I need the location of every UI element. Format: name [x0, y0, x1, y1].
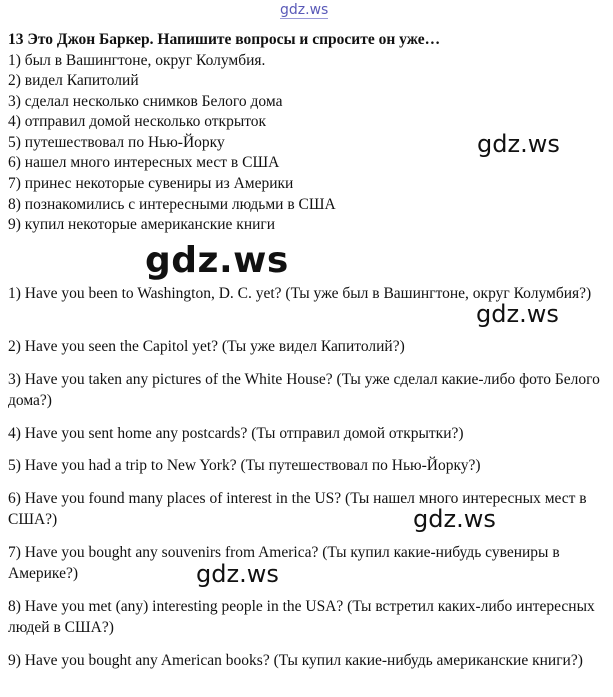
task-item: 2) видел Капитолий — [8, 72, 139, 90]
task-title: 13 Это Джон Баркер. Напишите вопросы и спросите он уже… — [8, 31, 441, 48]
watermark-text: gdz.ws — [477, 130, 560, 158]
answer-item: 5) Have you had a trip to New York? (Ты путешествовал по Нью-Йорку?) — [8, 457, 481, 474]
task-item: 9) купил некоторые американские книги — [8, 216, 276, 234]
task-item: 1) был в Вашингтоне, округ Колумбия. — [8, 51, 266, 69]
answer-item: 4) Have you sent home any postcards? (Ты отправил домой открытки?) — [8, 425, 464, 442]
watermark-top-link[interactable]: gdz.ws — [280, 2, 329, 18]
task-item: 7) принес некоторые сувениры из Америки — [8, 175, 294, 193]
answer-item: 1) Have you been to Washington, D. C. yet? (Ты уже был в Вашингтоне, округ Колумбия?) — [8, 285, 592, 302]
task-item: 6) нашел много интересных мест в США — [8, 154, 280, 172]
task-item: 8) познакомились с интересными людьми в США — [8, 195, 336, 213]
task-item: 5) путешествовал по Нью-Йорку — [8, 133, 225, 151]
answer-item: 7) Have you bought any souvenirs from America? (Ты купил какие-нибудь сувениры в Америке?) — [8, 544, 560, 582]
watermark-large-text: gdz.ws — [145, 240, 289, 281]
answer-item: 9) Have you bought any American books? (Ты купил какие-нибудь американские книги?) — [8, 652, 583, 669]
watermark-text: gdz.ws — [413, 505, 496, 533]
task-item: 3) сделал несколько снимков Белого дома — [8, 92, 283, 110]
watermark-text: gdz.ws — [196, 560, 279, 588]
answer-item: 3) Have you taken any pictures of the White House? (Ты уже сделал какие-либо фото Белого дома?) — [8, 371, 600, 409]
watermark-text: gdz.ws — [476, 300, 559, 328]
answer-item: 6) Have you found many places of interest in the US? (Ты нашел много интересных мест в США?) — [8, 490, 587, 528]
answer-item: 8) Have you met (any) interesting people in the USA? (Ты встретил каких-либо интересных людей в США?) — [8, 598, 595, 636]
answer-item: 2) Have you seen the Capitol yet? (Ты уже видел Капитолий?) — [8, 338, 405, 355]
task-item: 4) отправил домой несколько открыток — [8, 113, 267, 131]
